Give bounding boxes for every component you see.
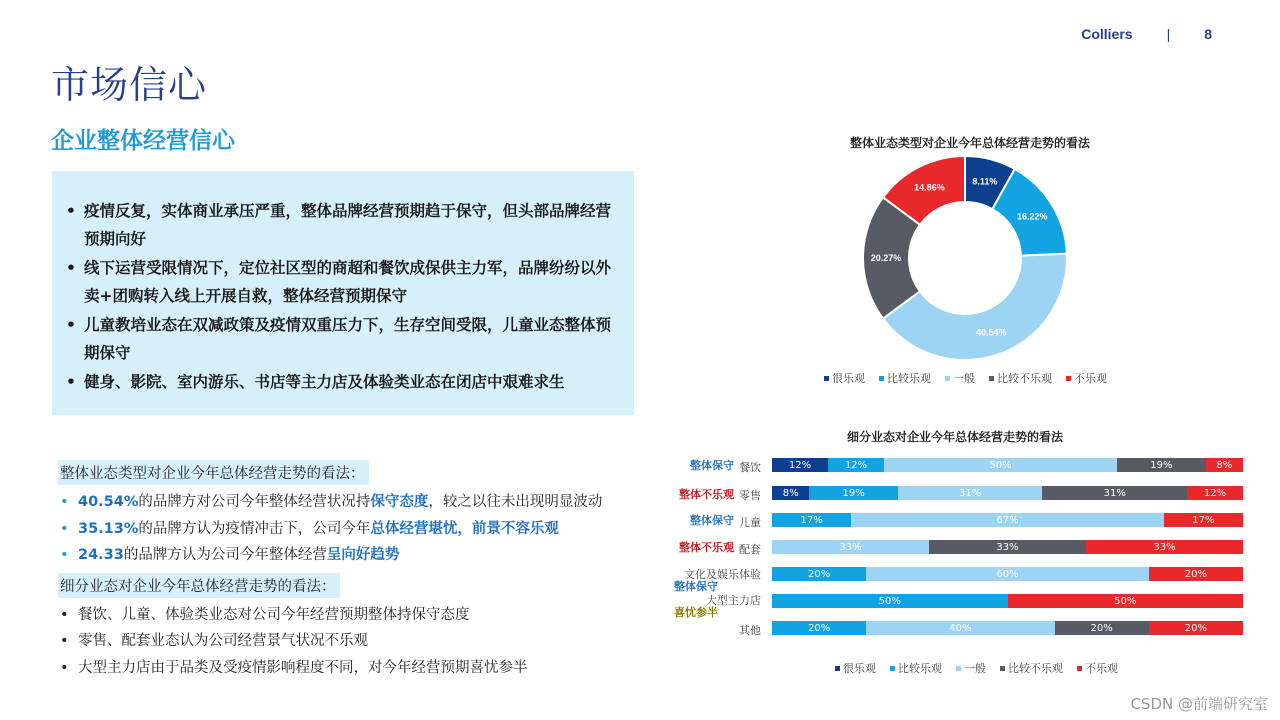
legend-label: 比较乐观 [898, 662, 942, 675]
legend-swatch [1000, 666, 1005, 671]
bar-tag: 整体不乐观 [679, 488, 734, 501]
bar-segment: 20% [1055, 621, 1149, 635]
bar-legend [835, 660, 1118, 676]
header [1081, 26, 1212, 42]
bar-category-label: 文化及娱乐体验 [684, 568, 761, 581]
bar-category-label: 大型主力店 [706, 594, 761, 607]
donut-label-3: 20.27% [870, 252, 902, 263]
bar-segment: 8% [1206, 458, 1243, 472]
legend-item [835, 660, 876, 676]
bar-segment: 19% [809, 486, 898, 500]
bar-segment: 8% [772, 486, 809, 500]
donut-chart [860, 153, 1070, 363]
bar-segment: 19% [1117, 458, 1206, 472]
bar-segment: 12% [828, 458, 884, 472]
bar-category-label: 儿童 [739, 516, 761, 529]
bar-segment: 50% [884, 458, 1117, 472]
analysis-item: • 24.33的品牌方认为公司今年整体经营呈向好趋势 [58, 542, 658, 569]
legend-label: 一般 [953, 372, 975, 385]
bar-segment: 20% [1149, 567, 1243, 581]
analysis-section [58, 460, 658, 685]
bar-row [772, 621, 1243, 635]
analysis-heading-segment: 细分业态对企业今年总体经营走势的看法： [58, 573, 340, 598]
donut-chart-title: 整体业态类型对企业今年总体经营走势的看法 [849, 136, 1090, 150]
bar-segment: 20% [772, 567, 866, 581]
bar-segment: 33% [1086, 540, 1243, 554]
bar-category-label: 零售 [739, 489, 761, 502]
legend-swatch [989, 376, 994, 381]
legend-swatch [835, 666, 840, 671]
page-number: 8 [1204, 26, 1212, 42]
bar-segment: 67% [851, 513, 1163, 527]
bar-category-label: 配套 [739, 543, 761, 556]
bar-tag: 整体保守 [674, 580, 718, 593]
page-title: 市场信心 [51, 63, 208, 107]
bar-tag: 整体保守 [690, 514, 734, 527]
donut-label-2: 40.54% [976, 327, 1007, 338]
summary-bullet: • 疫情反复，实体商业承压严重，整体品牌经营预期趋于保守，但头部品牌经营预期向好 [60, 197, 624, 253]
analysis-item: • 餐饮、儿童、体验类业态对公司今年经营预期整体持保守态度 [58, 602, 658, 629]
legend-swatch [890, 666, 895, 671]
legend-swatch [879, 376, 884, 381]
bar-tag: 喜忧参半 [674, 606, 718, 619]
bar-row [772, 567, 1243, 581]
bar-segment: 40% [866, 621, 1054, 635]
bar-tag: 整体保守 [690, 459, 734, 472]
section-title: 企业整体经营信心 [51, 128, 235, 154]
legend-item [1000, 660, 1063, 676]
donut-label-1: 16.22% [1017, 211, 1048, 222]
legend-label: 不乐观 [1074, 372, 1107, 385]
donut-label-4: 14.86% [914, 182, 945, 193]
summary-bullet: • 健身、影院、室内游乐、书店等主力店及体验类业态在闭店中艰难求生 [60, 368, 624, 396]
bar-segment: 31% [898, 486, 1043, 500]
bar-segment: 12% [772, 458, 828, 472]
bar-segment: 17% [1164, 513, 1243, 527]
bar-row [772, 540, 1243, 554]
bar-row [772, 458, 1243, 472]
legend-item [890, 660, 942, 676]
summary-bullet: • 线下运营受限情况下，定位社区型的商超和餐饮成保供主力军，品牌纷纷以外卖+团购转入线上开展自救，整体经营预期保守 [60, 254, 624, 310]
header-separator: | [1166, 26, 1171, 42]
bar-tag: 整体不乐观 [679, 541, 734, 554]
legend-item [945, 370, 975, 386]
bar-category-label: 其他 [739, 624, 761, 637]
bar-segment: 17% [772, 513, 851, 527]
bar-row [772, 486, 1243, 500]
bar-row [772, 594, 1243, 608]
bar-segment: 50% [1008, 594, 1244, 608]
legend-swatch [1066, 376, 1071, 381]
summary-box [52, 171, 634, 415]
bar-row [772, 513, 1243, 527]
legend-label: 一般 [964, 662, 986, 675]
bar-category-label: 餐饮 [739, 461, 761, 474]
legend-label: 很乐观 [843, 662, 876, 675]
analysis-heading-overall: 整体业态类型对企业今年总体经营走势的看法： [58, 460, 369, 485]
bar-segment: 60% [866, 567, 1149, 581]
analysis-item: • 零售、配套业态认为公司经营景气状况不乐观 [58, 628, 658, 655]
bar-segment: 12% [1187, 486, 1243, 500]
legend-label: 不乐观 [1085, 662, 1118, 675]
legend-swatch [1077, 666, 1082, 671]
watermark: CSDN @前端研究室 [1130, 695, 1268, 713]
legend-label: 比较乐观 [887, 372, 931, 385]
bar-segment: 20% [772, 621, 866, 635]
legend-swatch [824, 376, 829, 381]
bar-segment: 31% [1042, 486, 1187, 500]
legend-item [1066, 370, 1107, 386]
summary-bullet: • 儿童教培业态在双减政策及疫情双重压力下，生存空间受限，儿童业态整体预期保守 [60, 311, 624, 367]
brand-logo: Colliers [1081, 26, 1133, 42]
legend-item [989, 370, 1052, 386]
legend-swatch [956, 666, 961, 671]
bar-segment: 33% [772, 540, 929, 554]
legend-label: 比较不乐观 [997, 372, 1052, 385]
bar-segment: 20% [1149, 621, 1243, 635]
legend-swatch [945, 376, 950, 381]
legend-label: 比较不乐观 [1008, 662, 1063, 675]
legend-item [1077, 660, 1118, 676]
legend-item [824, 370, 865, 386]
analysis-item: • 大型主力店由于品类及受疫情影响程度不同，对今年经营预期喜忧参半 [58, 655, 658, 682]
donut-legend [824, 370, 1107, 386]
legend-label: 很乐观 [832, 372, 865, 385]
analysis-item: • 35.13%的品牌方认为疫情冲击下，公司今年总体经营堪忧，前景不容乐观 [58, 516, 658, 543]
analysis-item: • 40.54%的品牌方对公司今年整体经营状况持保守态度，较之以往未出现明显波动 [58, 489, 658, 516]
bar-segment: 33% [929, 540, 1086, 554]
bar-segment: 50% [772, 594, 1008, 608]
bar-chart-title: 细分业态对企业今年总体经营走势的看法 [846, 430, 1063, 444]
donut-label-0: 8.11% [972, 176, 998, 187]
legend-item [879, 370, 931, 386]
legend-item [956, 660, 986, 676]
